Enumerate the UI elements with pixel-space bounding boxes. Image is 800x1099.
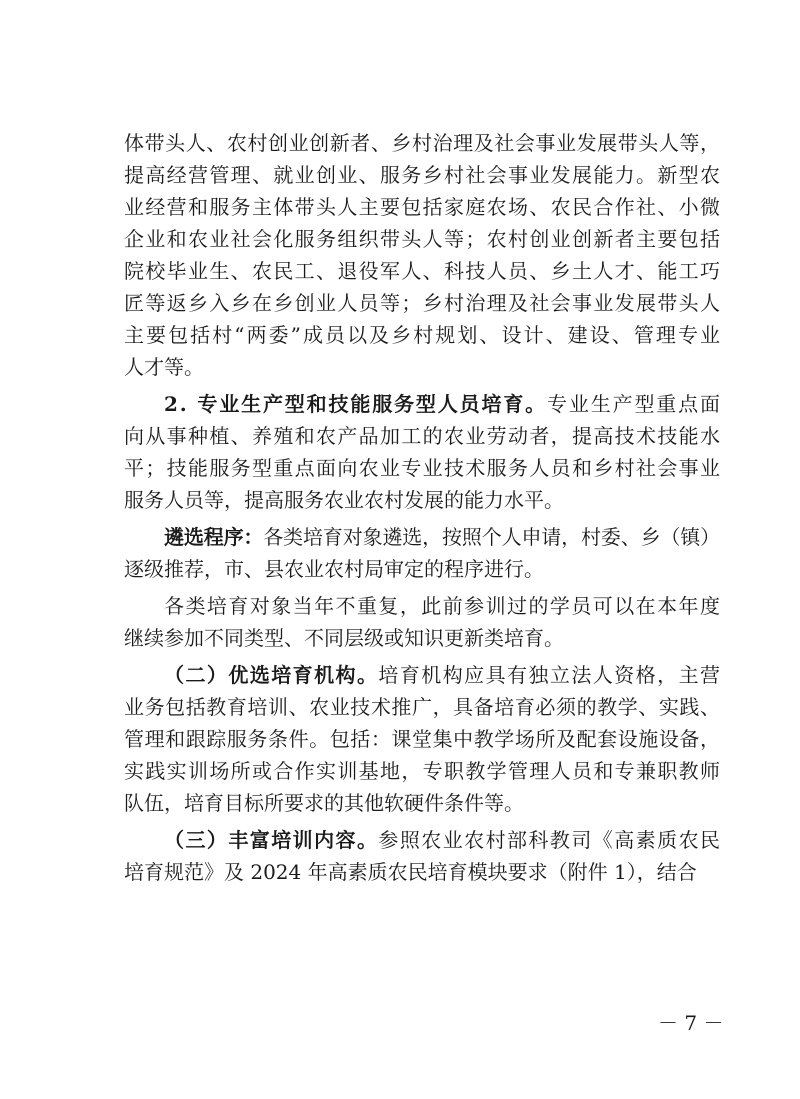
text-line [124, 484, 720, 516]
section-3-heading: （三）丰富培训内容。 [164, 828, 379, 852]
selection-line-content: 各类培育对象遴选，按照个人申请，村委、乡（镇） [263, 525, 721, 549]
text-line [124, 319, 723, 351]
text-line [124, 191, 720, 223]
text-line [124, 287, 720, 319]
section-2-heading: （二）优选培育机构。 [164, 663, 379, 687]
page-number: － 7 － [658, 1011, 724, 1035]
text-line-content: 业务包括教育培训、农业技术推广，具备培育必须的教学、实践、 [124, 695, 721, 719]
section-3-line-content: 参照农业农村部科教司《高素质农民 [378, 828, 722, 852]
text-line [124, 590, 720, 622]
text-line [124, 420, 720, 452]
text-line [124, 553, 720, 585]
selection-first-line [124, 521, 720, 553]
body-text [124, 127, 723, 888]
text-line [124, 691, 720, 723]
text-line-content: 主要包括村“两委”成员以及乡村规划、设计、建设、管理专业 [124, 323, 723, 347]
text-line [124, 755, 720, 787]
item-2-first-line [124, 388, 720, 420]
section-2-line-content: 培育机构应具有独立法人资格，主营 [378, 663, 722, 687]
text-line [124, 787, 720, 819]
text-line [124, 255, 720, 287]
text-line-content: 培育规范》及 2024 年高素质农民培育模块要求（附件 1），结合 [124, 860, 697, 884]
text-line-content: 继续参加不同类型、不同层级或知识更新类培育。 [124, 626, 564, 650]
item-2-heading: 2. 专业生产型和技能服务型人员培育。 [164, 392, 548, 416]
text-line-content: 人才等。 [124, 355, 204, 379]
text-line-content: 平；技能服务型重点面向农业专业技术服务人员和乡村社会事业 [124, 456, 722, 480]
section-3-first-line [124, 824, 720, 856]
selection-heading: 遴选程序： [164, 525, 264, 549]
text-line-content: 企业和农业社会化服务组织带头人等；农村创业创新者主要包括 [124, 227, 722, 251]
text-line [124, 723, 720, 755]
text-line-content: 各类培育对象当年不重复，此前参训过的学员可以在本年度 [164, 594, 722, 618]
text-line-content: 体带头人、农村创业创新者、乡村治理及社会事业发展带头人等， [124, 131, 721, 155]
item-2-line-content: 专业生产型重点面 [547, 392, 722, 416]
section-2-first-line [124, 659, 720, 691]
text-line-content: 逐级推荐，市、县农业农村局审定的程序进行。 [124, 557, 544, 581]
text-line-content: 实践实训场所或合作实训基地，专职教学管理人员和专兼职教师 [124, 759, 722, 783]
text-line [124, 856, 720, 888]
text-line-content: 服务人员等，提高服务农业农村发展的能力水平。 [124, 488, 564, 512]
text-line-content: 提高经营管理、就业创业、服务乡村社会事业发展能力。新型农 [124, 163, 722, 187]
text-line [124, 351, 720, 383]
text-line [124, 452, 720, 484]
text-line-content: 业经营和服务主体带头人主要包括家庭农场、农民合作社、小微 [124, 195, 722, 219]
text-line [124, 127, 720, 159]
text-line-content: 院校毕业生、农民工、退役军人、科技人员、乡土人才、能工巧 [124, 259, 722, 283]
text-line-content: 队伍，培育目标所要求的其他软硬件条件等。 [124, 791, 524, 815]
text-line [124, 159, 720, 191]
text-line [124, 622, 720, 654]
text-line-content: 管理和跟踪服务条件。包括：课堂集中教学场所及配套设施设备， [124, 727, 721, 751]
text-line [124, 223, 720, 255]
text-line-content: 匠等返乡入乡在乡创业人员等；乡村治理及社会事业发展带头人 [124, 291, 722, 315]
text-line-content: 向从事种植、养殖和农产品加工的农业劳动者，提高技术技能水 [124, 424, 722, 448]
